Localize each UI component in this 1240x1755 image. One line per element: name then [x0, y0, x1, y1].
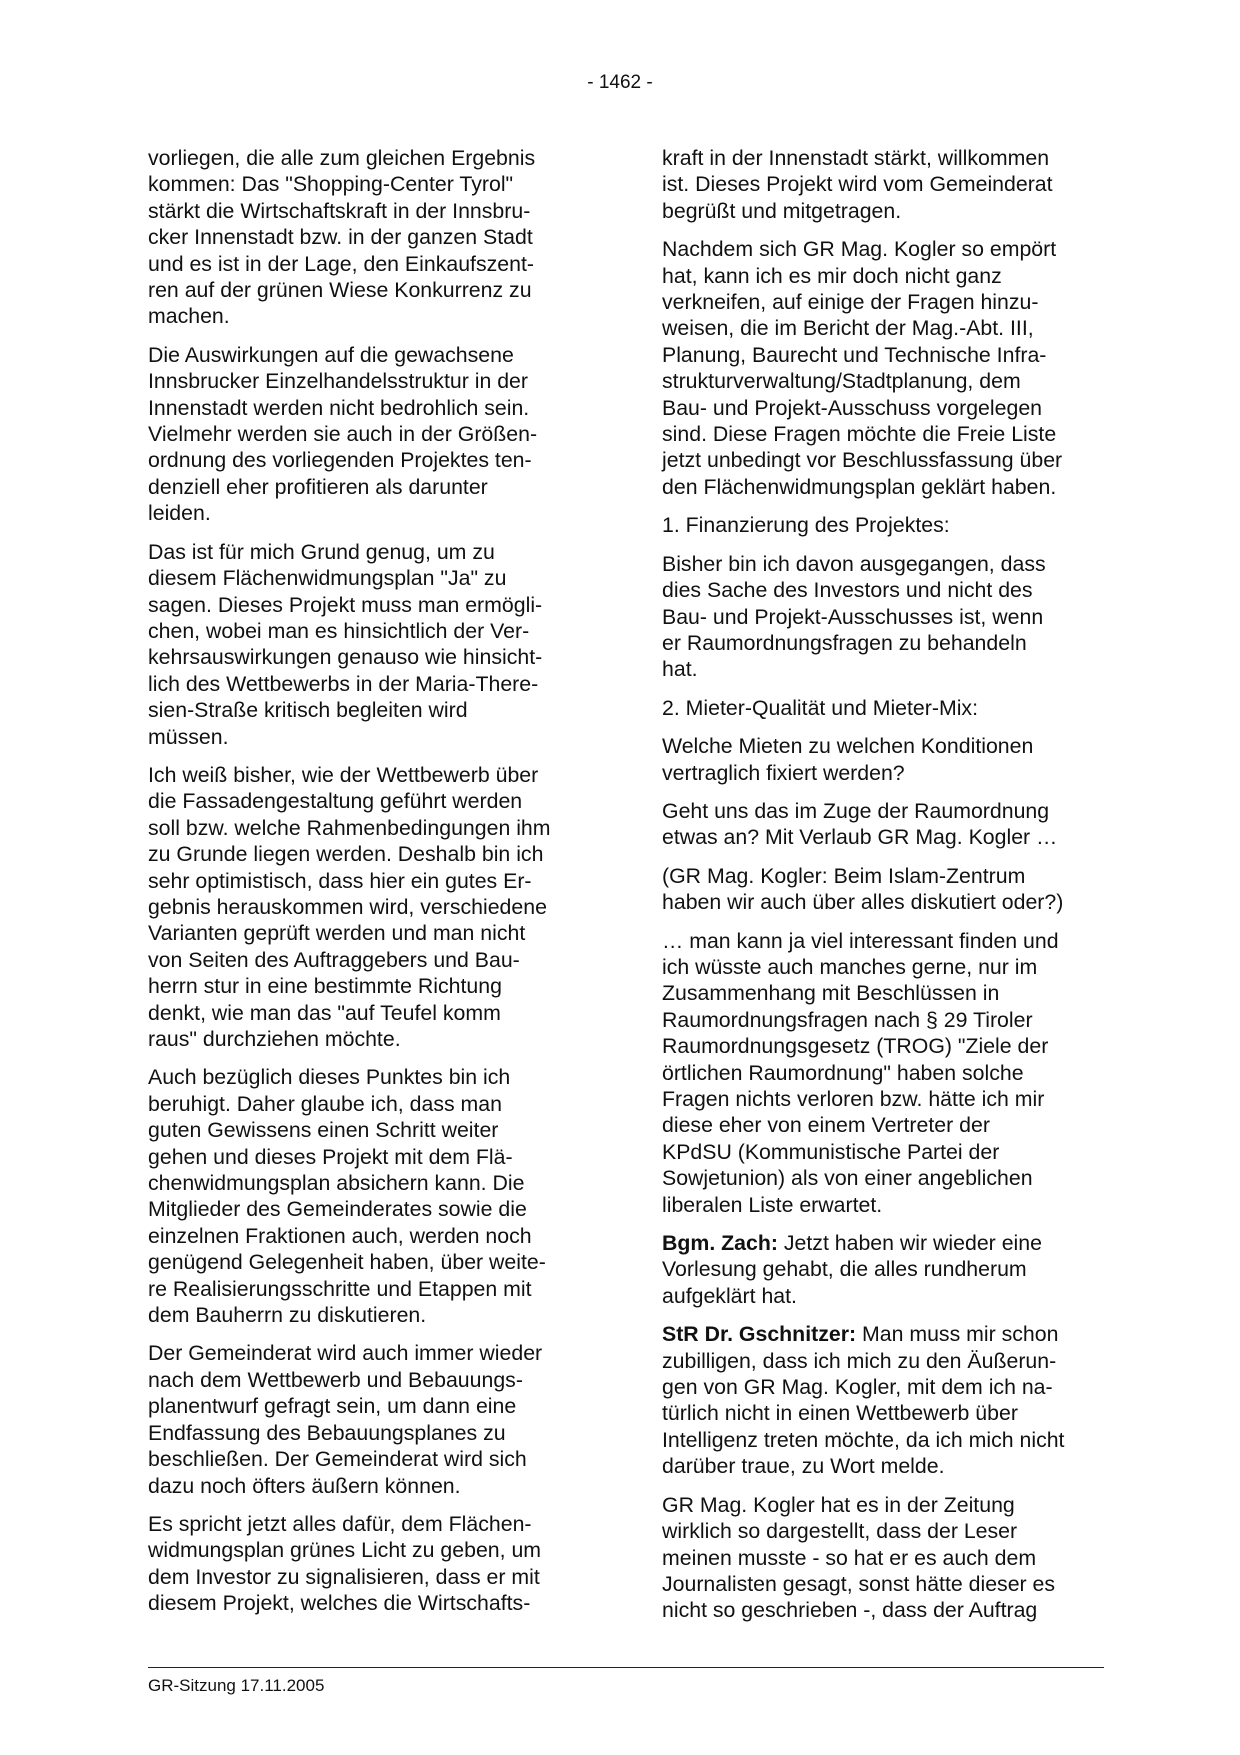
paragraph: GR Mag. Kogler hat es in der Zeitung wirklich so dargestellt, dass der Leser meinen musste - so hat er es auch dem Journalisten gesagt, sonst hätte dieser es nicht so geschrieben -, dass der Auftrag [662, 1492, 1056, 1623]
paragraph: Es spricht jetzt alles dafür, dem Flächen- widmungsplan grünes Licht zu geben, um dem Investor zu signalisieren, dass er mit diesem Projekt, welches die Wirtschafts- [148, 1511, 542, 1616]
right-column [662, 145, 1100, 1636]
page-number: - 1462 - [587, 72, 653, 93]
paragraph: … man kann ja viel interessant finden und ich wüsste auch manches gerne, nur im Zusammenhang mit Beschlüssen in Raumordnungsfragen nach § 29 Tiroler Raumordnungsgesetz (TROG) "Ziele der örtlichen Raumordnung" haben solche Fragen nichts verloren bzw. hätte ich mir diese eher von einem Vertreter der KPdSU (Kommunistische Partei der Sowjetunion) als von einer angeblichen liberalen Liste erwartet. [662, 928, 1059, 1217]
paragraph: kraft in der Innenstadt stärkt, willkommen ist. Dieses Projekt wird vom Gemeinderat begrüßt und mitgetragen. [662, 146, 1053, 223]
speaker-text: Man muss mir schon zubilligen, dass ich mich zu den Äußerun- gen von GR Mag. Kogler, mit dem ich na- türlich nicht in einen Wettbewerb über Intelligenz treten möchte, da ich mich nicht darüber traue, zu Wort melde. [662, 1322, 1065, 1479]
paragraph: Nachdem sich GR Mag. Kogler so empört hat, kann ich es mir doch nicht ganz verkneifen, auf einige der Fragen hinzu- weisen, die im Bericht der Mag.-Abt. III, Planung, Baurecht und Technische Infra- strukturverwaltung/Stadtplanung, dem Bau- und Projekt-Ausschuss vorgelegen sind. Diese Fragen möchte die Freie Liste jetzt unbedingt vor Beschlussfassung über den Flächenwidmungsplan geklärt haben. [662, 237, 1063, 499]
speaker-text: Jetzt haben wir wieder eine Vorlesung gehabt, die alles rundherum aufgeklärt hat. [662, 1231, 1042, 1308]
list-heading: 2. Mieter-Qualität und Mieter-Mix: [662, 695, 979, 720]
interjection: (GR Mag. Kogler: Beim Islam-Zentrum haben wir auch über alles diskutiert oder?) [662, 863, 1064, 915]
paragraph: vorliegen, die alle zum gleichen Ergebnis kommen: Das "Shopping-Center Tyrol" stärkt die Wirtschaftskraft in der Innsbru- cker Innenstadt bzw. in der ganzen Stadt und es ist in der Lage, den Einkaufszent- ren auf der grünen Wiese Konkurrenz zu machen. [148, 146, 536, 329]
paragraph: Ich weiß bisher, wie der Wettbewerb über die Fassadengestaltung geführt werden soll bzw. welche Rahmenbedingungen ihm zu Grunde liegen werden. Deshalb bin ich sehr optimistisch, dass hier ein gutes Er- gebnis herauskommen wird, verschiedene Varianten geprüft werden und man nicht von Seiten des Auftraggebers und Bau- herrn stur in eine bestimmte Richtung denkt, wie man das "auf Teufel komm raus" durchziehen möchte. [148, 762, 551, 1051]
left-column [148, 145, 586, 1629]
speaker-name: Bgm. Zach: [662, 1231, 778, 1256]
paragraph: Auch bezüglich dieses Punktes bin ich beruhigt. Daher glaube ich, dass man guten Gewissens einen Schritt weiter gehen und dieses Projekt mit dem Flä- chenwidmungsplan absichern kann. Die Mitglieder des Gemeinderates sowie die einzelnen Fraktionen auch, werden noch genügend Gelegenheit haben, über weite- re Realisierungsschritte und Etappen mit dem Bauherrn zu diskutieren. [148, 1065, 546, 1328]
paragraph: Bisher bin ich davon ausgegangen, dass dies Sache des Investors und nicht des Bau- und Projekt-Ausschusses ist, wenn er Raumordnungsfragen zu behandeln hat. [662, 551, 1046, 682]
paragraph: Das ist für mich Grund genug, um zu diesem Flächenwidmungsplan "Ja" zu sagen. Dieses Projekt muss man ermögli- chen, wobei man es hinsichtlich der Ver- kehrsauswirkungen genauso wie hinsicht- lich des Wettbewerbs in der Maria-There- sien-Straße kritisch begleiten wird müssen. [148, 539, 543, 749]
footer-divider [148, 1667, 1104, 1668]
paragraph: Der Gemeinderat wird auch immer wieder nach dem Wettbewerb und Bebauungs- planentwurf gefragt sein, um dann eine Endfassung des Bebauungsplanes zu beschließen. Der Gemeinderat wird sich dazu noch öfters äußern können. [148, 1341, 543, 1498]
footer-session: GR-Sitzung 17.11.2005 [148, 1676, 325, 1695]
speaker-paragraph [662, 1321, 1100, 1479]
paragraph: Geht uns das im Zuge der Raumordnung etwas an? Mit Verlaub GR Mag. Kogler … [662, 798, 1058, 850]
speaker-paragraph [662, 1230, 1100, 1309]
paragraph: Welche Mieten zu welchen Konditionen vertraglich fixiert werden? [662, 734, 1034, 785]
speaker-name: StR Dr. Gschnitzer: [662, 1322, 857, 1347]
paragraph: Die Auswirkungen auf die gewachsene Innsbrucker Einzelhandelsstruktur in der Innenstadt werden nicht bedrohlich sein. Vielmehr werden sie auch in der Größen- ordnung des vorliegenden Projektes ten- denziell eher profitieren als darunter leiden. [148, 342, 538, 526]
list-heading: 1. Finanzierung des Projektes: [662, 513, 950, 538]
